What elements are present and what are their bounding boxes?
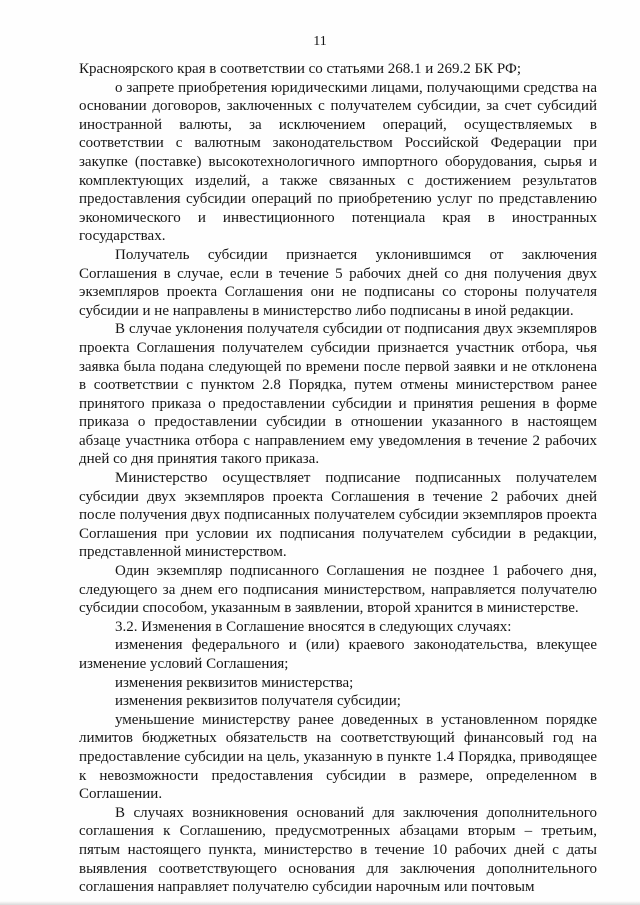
document-body [79,60,597,897]
paragraph-4: В случае уклонения получателя субсидии от подписания двух экземпляров проекта Соглашения получателем субсидии признается участник отбора, чья заявка была подана следующей по времени после первой заявки и не отклонена в соответствии с пунктом 2.8 Порядка, путем отмены министерством ранее принятого приказа о предоставлении субсидии и принятия решения в форме приказа о предоставлении субсидии в отношении указанного в настоящем абзаце участника отбора с направлением ему уведомления в течение 2 рабочих дней со дня принятия такого приказа. [79,321,597,468]
paragraph-8: изменения федерального и (или) краевого законодательства, влекущее изменение условий Соглашения; [79,637,597,672]
paragraph-2: о запрете приобретения юридическими лицами, получающими средства на основании договоров, заключенных с получателем субсидии, за счет субсидий иностранной валюты, за исключением операций, осуществляемых в соответствии с валютным законодательством Российской Федерации при закупке (поставке) высокотехнологичного импортного оборудования, сырья и комплектующих изделий, а также связанных с достижением результатов предоставления субсидии операций по приобретению услуг по представлению экономического и инвестиционного потенциала края в иностранных государствах. [79,79,597,245]
paragraph-7: 3.2. Изменения в Соглашение вносятся в следующих случаях: [115,618,512,635]
paragraph-11: уменьшение министерству ранее доведенных в установленном порядке лимитов бюджетных обязательств на соответствующий финансовый год на предоставление субсидии на цель, указанную в пункте 1.4 Порядка, приводящее к невозможности предоставления субсидии в размере, определенном в Соглашении. [79,711,597,803]
page-number: 11 [313,34,327,49]
paragraph-5: Министерство осуществляет подписание подписанных получателем субсидии двух экземпляров проекта Соглашения в течение 2 рабочих дней после получения двух подписанных получателем субсидии экземпляров проекта Соглашения при условии их подписания получателем субсидии в редакции, представленной министерством. [79,470,597,561]
paragraph-10: изменения реквизитов получателя субсидии; [115,693,401,710]
page-bottom-edge [0,901,640,905]
paragraph-1: Красноярского края в соответствии со статьями 268.1 и 269.2 БК РФ; [79,61,521,77]
paragraph-12: В случаях возникновения оснований для заключения дополнительного соглашения к Соглашению, предусмотренных абзацами вторым – третьим, пятым настоящего пункта, министерство в течение 10 рабочих дней с даты выявления соответствующего основания для заключения дополнительного соглашения направляет получателю субсидии нарочным или почтовым [79,804,597,896]
paragraph-3: Получатель субсидии признается уклонившимся от заключения Соглашения в случае, если в течение 5 рабочих дней со дня получения двух экземпляров проекта Соглашения они не подписаны со стороны получателя субсидии и не направлены в министерство либо подписаны в иной редакции. [79,246,597,319]
paragraph-6: Один экземпляр подписанного Соглашения не позднее 1 рабочего дня, следующего за днем его подписания министерством, направляется получателю субсидии способом, указанным в заявлении, второй хранится в министерстве. [79,563,597,617]
paragraph-9: изменения реквизитов министерства; [115,674,354,691]
